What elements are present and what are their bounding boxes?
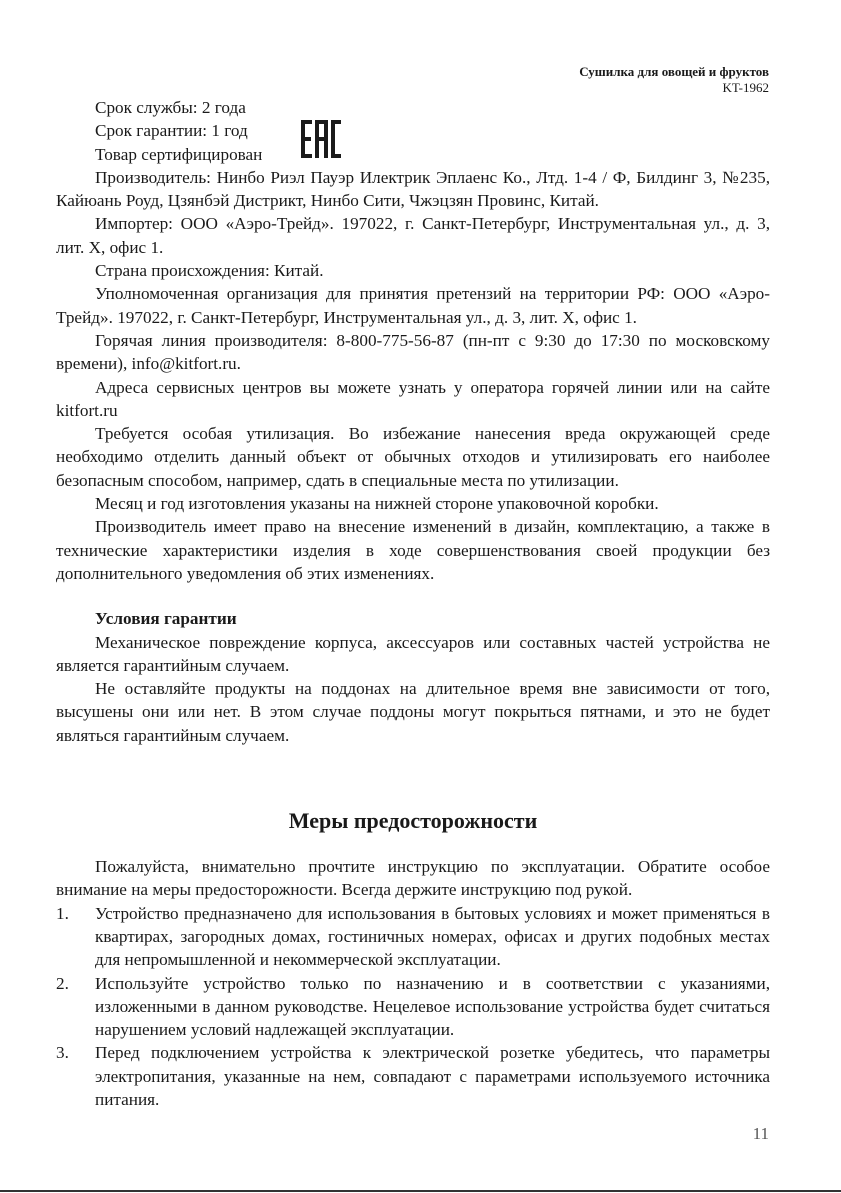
hotline-paragraph: Горячая линия производителя: 8-800-775-56-87 (пн-пт с 9:30 до 17:30 по московскому времени), info@kitfort.ru. [56, 330, 770, 374]
main-content [56, 96, 770, 1111]
list-item [56, 972, 770, 1042]
warranty-period: Срок гарантии: 1 год [95, 121, 248, 141]
running-header [579, 64, 769, 96]
warranty-paragraph: Механическое повреждение корпуса, аксессуаров или составных частей устройства не является гарантийным случаем. [56, 632, 770, 675]
list-item-number: 3. [56, 1043, 69, 1063]
warranty-paragraph: Не оставляйте продукты на поддонах на длительное время вне зависимости от того, высушены они или нет. В этом случае поддоны могут покрыться пятнами, и это не будет являться гарантийным случаем. [56, 679, 770, 745]
warranty-conditions-title: Условия гарантии [95, 609, 237, 629]
list-item-text: Используйте устройство только по назначению и в соответствии с указаниями, изложенными в данном руководстве. Нецелевое использование устройства будет считаться нарушением условий надлежащей эксплуатации. [95, 973, 770, 1040]
list-item [56, 902, 770, 972]
list-item-number: 1. [56, 903, 69, 923]
manufacture-date-paragraph: Месяц и год изготовления указаны на нижней стороне упаковочной коробки. [95, 494, 659, 514]
certified-note: Товар сертифицирован [95, 144, 263, 164]
header-model: KT-1962 [722, 80, 769, 95]
service-centers-paragraph: Адреса сервисных центров вы можете узнать у оператора горячей линии или на сайте kitfort.ru [56, 377, 770, 420]
country-paragraph: Страна происхождения: Китай. [95, 261, 324, 281]
list-item-text: Устройство предназначено для использования в бытовых условиях и может применяться в квартирах, загородных домах, гостиничных номерах, офисах и других подобных местах для непромышленной и некоммерческой эксплуатации. [95, 903, 770, 970]
authorized-org-paragraph: Уполномоченная организация для принятия претензий на территории РФ: ООО «Аэро-Трейд». 197022, г. Санкт-Петербург, Инструментальная ул., д. 3, лит. Х, офис 1. [56, 284, 770, 327]
precautions-list [56, 902, 770, 1112]
importer-paragraph: Импортер: ООО «Аэро-Трейд». 197022, г. Санкт-Петербург, Инструментальная ул., д. 3, лит. Х, офис 1. [56, 214, 770, 257]
service-life: Срок службы: 2 года [95, 98, 246, 117]
disposal-paragraph: Требуется особая утилизация. Во избежание нанесения вреда окружающей среде необходимо отделить данный объект от обычных отходов и утилизировать его наиболее безопасным способом, например, сдать в специальные места по утилизации. [56, 424, 770, 490]
list-item [56, 1041, 770, 1111]
precautions-title: Меры предосторожности [288, 808, 538, 834]
list-item-number: 2. [56, 973, 69, 993]
header-product-name: Сушилка для овощей и фруктов [579, 64, 769, 79]
list-item-text: Перед подключением устройства к электрической розетке убедитесь, что параметры электропитания, указанные на нем, совпадают с параметрами используемого источника питания. [95, 1043, 770, 1109]
precautions-intro: Пожалуйста, внимательно прочтите инструкцию по эксплуатации. Обратите особое внимание на меры предосторожности. Всегда держите инструкцию под рукой. [56, 857, 770, 900]
page-number: 11 [752, 1124, 769, 1143]
bottom-rule [0, 1190, 841, 1192]
changes-paragraph: Производитель имеет право на внесение изменений в дизайн, комплектацию, а также в технические характеристики изделия в ходе совершенствования своей продукции без дополнительного уведомления об этих изменениях. [56, 517, 770, 583]
manufacturer-paragraph: Производитель: Нинбо Риэл Пауэр Илектрик Эплаенс Ко., Лтд. 1-4 / Ф, Билдинг 3, №235, Кайюань Роуд, Цзянбэй Дистрикт, Нинбо Сити, Чжэцзян Провинс, Китай. [56, 167, 770, 211]
